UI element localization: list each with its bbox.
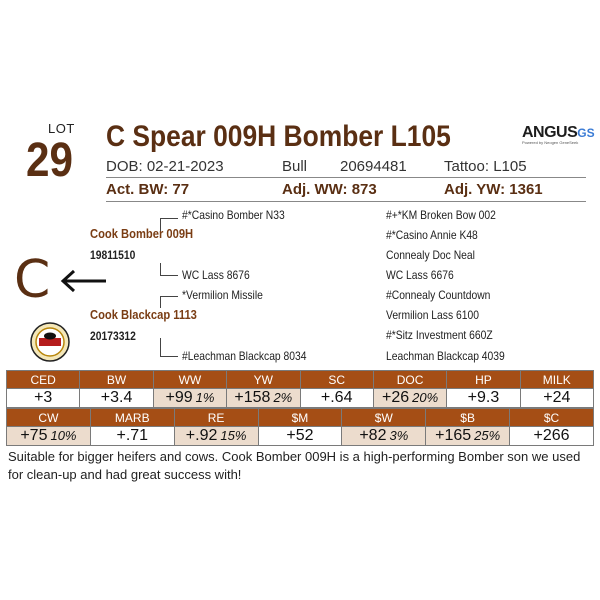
epd-value-cell	[510, 427, 594, 446]
pedigree-right-item: Vermilion Lass 6100	[386, 308, 479, 322]
epd-header: MILK	[520, 371, 593, 389]
epd-value: +.64	[320, 389, 353, 406]
lot-number: 29	[26, 134, 73, 187]
epd-value-cell	[90, 427, 174, 446]
epd-value: +158	[234, 389, 271, 406]
dam-registration: 20173312	[90, 329, 136, 343]
angus-seal-icon	[30, 322, 70, 362]
epd-value: +75	[20, 427, 48, 444]
epd-value-cell	[300, 389, 373, 408]
epd-header: $W	[342, 409, 426, 427]
epd-percentile: 25%	[474, 428, 501, 443]
pedigree-line	[160, 338, 161, 356]
pedigree-line	[160, 218, 178, 219]
epd-value-cell	[7, 427, 91, 446]
epd-value-cell	[153, 389, 226, 408]
pedigree-right-item: #+*KM Broken Bow 002	[386, 208, 496, 222]
lot-comment: Suitable for bigger heifers and cows. Cook Bomber 009H is a high-performing Bomber son we used for clean-up and had great success with!	[8, 449, 581, 482]
pedigree-right-item: WC Lass 6676	[386, 268, 454, 282]
angus-logo-suffix: GS	[577, 126, 595, 140]
epd-value: +266	[533, 427, 570, 444]
epd-value: +82	[359, 427, 387, 444]
epd-value: +3.4	[100, 389, 133, 406]
sire-dam: WC Lass 8676	[182, 268, 250, 282]
epd-header: DOC	[373, 371, 446, 389]
dam-name: Cook Blackcap 1113	[90, 307, 197, 322]
epd-value-cell	[258, 427, 342, 446]
epd-header: WW	[153, 371, 226, 389]
epd-percentile: 15%	[220, 428, 247, 443]
pedigree-right-item: Leachman Blackcap 4039	[386, 349, 505, 363]
dob: DOB: 02-21-2023	[106, 158, 224, 175]
pedigree-line	[160, 275, 178, 276]
epd-header: BW	[80, 371, 153, 389]
epd-value: +52	[286, 427, 314, 444]
big-letter: C	[14, 250, 51, 310]
epd-value-cell	[342, 427, 426, 446]
epd-header: HP	[447, 371, 520, 389]
sire-name: Cook Bomber 009H	[90, 226, 194, 241]
tattoo: Tattoo: L105	[444, 158, 527, 175]
epd-value-cell	[520, 389, 593, 408]
epd-percentile: 1%	[195, 390, 215, 405]
epd-header: CW	[7, 409, 91, 427]
epd-header: $C	[510, 409, 594, 427]
angus-logo-word: ANGUS	[522, 124, 578, 141]
epd-header: YW	[227, 371, 300, 389]
epd-percentile: 20%	[412, 390, 439, 405]
epd-value-cell	[227, 389, 300, 408]
epd-value: +26	[381, 389, 410, 406]
epd-value: +99	[165, 389, 193, 406]
epd-value: +3	[34, 389, 53, 406]
left-arrow-icon	[58, 268, 108, 294]
epd-table-1	[6, 370, 594, 408]
epd-table-2	[6, 408, 594, 446]
pedigree-right-item: #*Sitz Investment 660Z	[386, 328, 493, 342]
epd-value-cell	[447, 389, 520, 408]
angus-gs-logo	[522, 124, 595, 152]
epd-header: $B	[426, 409, 510, 427]
epd-value-cell	[174, 427, 258, 446]
angus-logo-sub: Powered by Neogen GeneSeek	[522, 140, 579, 145]
pedigree-line	[160, 356, 178, 357]
epd-header: CED	[7, 371, 80, 389]
pedigree-right-item: Connealy Doc Neal	[386, 248, 475, 262]
sire-registration: 19811510	[90, 248, 136, 262]
epd-value-cell	[373, 389, 446, 408]
epd-value: +.71	[116, 427, 149, 444]
epd-header: $M	[258, 409, 342, 427]
actual-bw: Act. BW: 77	[106, 181, 190, 198]
epd-percentile: 10%	[50, 428, 77, 443]
dam-sire: *Vermilion Missile	[182, 288, 263, 302]
sire-sire: #*Casino Bomber N33	[182, 208, 285, 222]
pedigree-line	[160, 263, 161, 275]
epd-value: +.92	[185, 427, 218, 444]
epd-value: +165	[435, 427, 472, 444]
epd-percentile: 2%	[273, 390, 293, 405]
epd-value-cell	[7, 389, 80, 408]
epd-header: RE	[174, 409, 258, 427]
adj-yw: Adj. YW: 1361	[444, 181, 543, 198]
registration-number: 20694481	[340, 158, 407, 175]
sex: Bull	[282, 158, 308, 175]
epd-value-cell	[80, 389, 153, 408]
epd-header: MARB	[90, 409, 174, 427]
epd-value: +24	[543, 389, 571, 406]
pedigree-line	[160, 296, 178, 297]
epd-percentile: 3%	[389, 428, 409, 443]
pedigree-right-item: #*Casino Annie K48	[386, 228, 478, 242]
pedigree-right-item: #Connealy Countdown	[386, 288, 491, 302]
dam-dam: #Leachman Blackcap 8034	[182, 349, 307, 363]
lot-label: LOT	[48, 121, 75, 136]
animal-name: C Spear 009H Bomber L105	[106, 120, 451, 153]
divider	[106, 201, 586, 202]
adj-ww: Adj. WW: 873	[282, 181, 377, 198]
divider	[106, 177, 586, 178]
epd-header: SC	[300, 371, 373, 389]
epd-value: +9.3	[467, 389, 500, 406]
epd-value-cell	[426, 427, 510, 446]
